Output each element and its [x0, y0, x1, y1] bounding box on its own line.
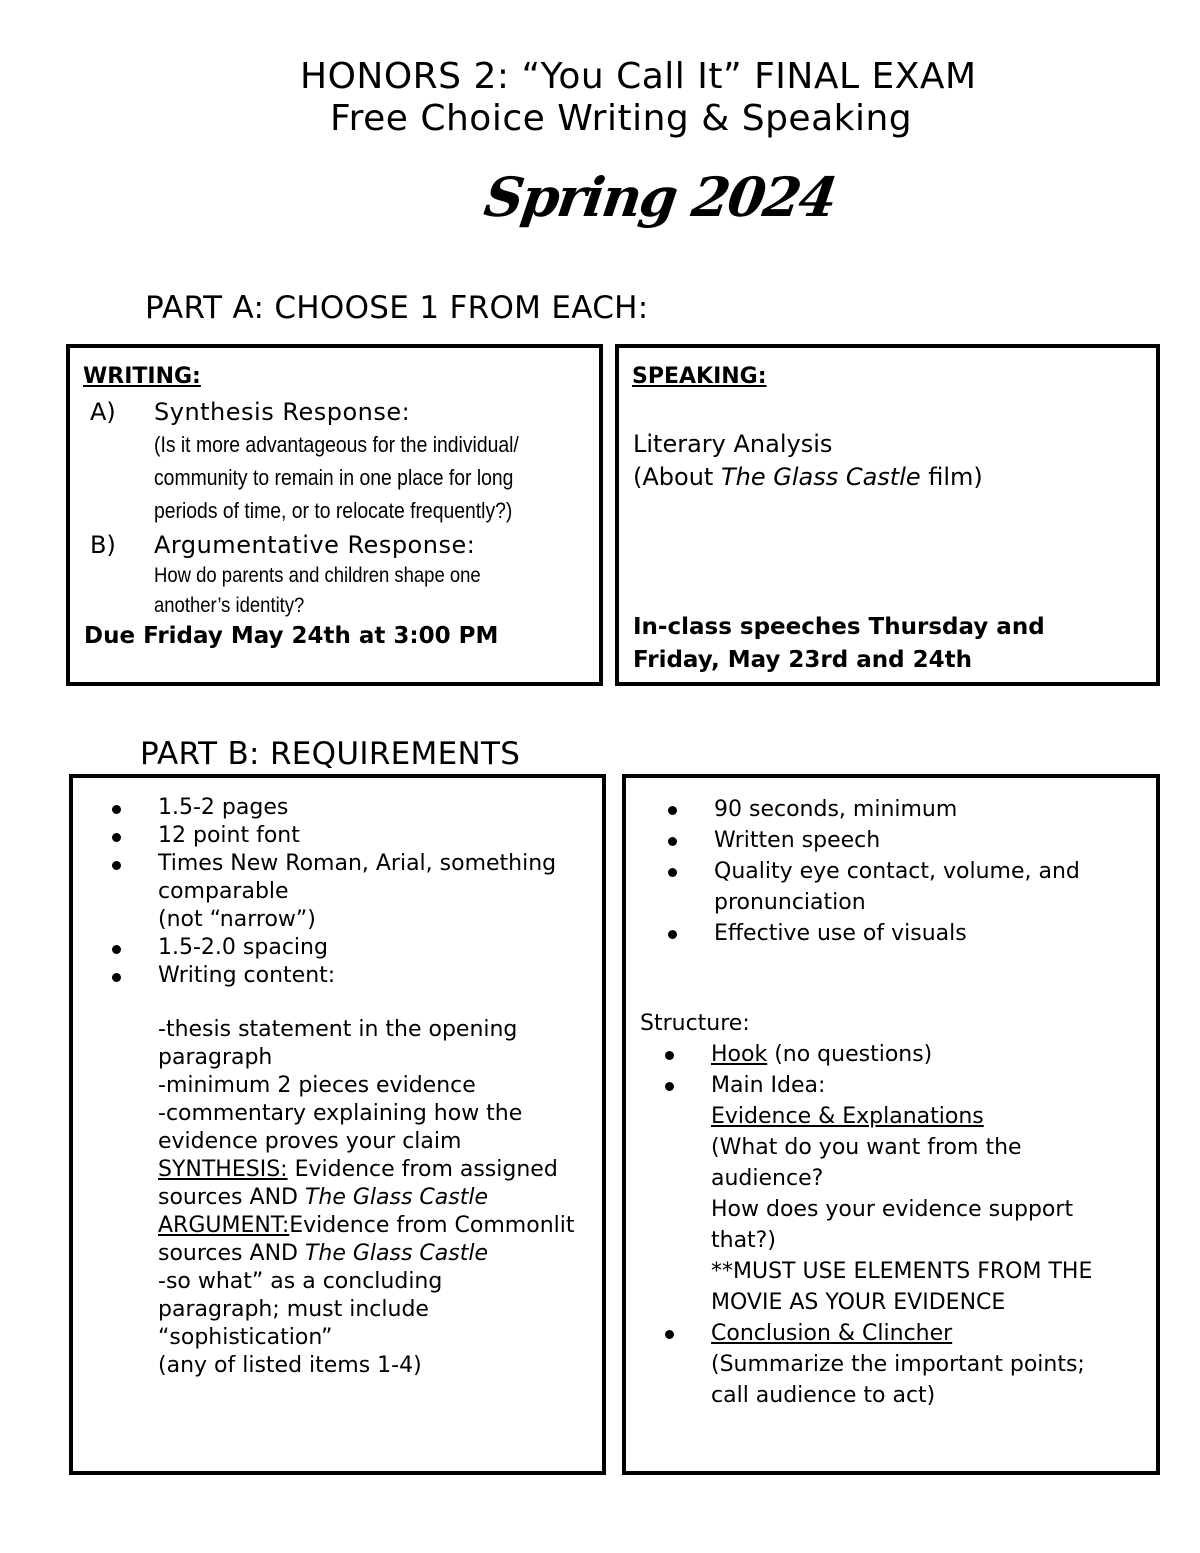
option-a-letter: A) [90, 398, 116, 426]
option-a-desc-2: community to remain in one place for long [154, 465, 514, 490]
speaking-choice-box [615, 344, 1160, 686]
hook-label: Hook [711, 1042, 768, 1067]
option-a-title: Synthesis Response: [154, 398, 411, 426]
speaking-label: SPEAKING: [632, 364, 767, 389]
bullet-icon [668, 806, 677, 815]
part-b-heading: PART B: REQUIREMENTS [140, 736, 521, 772]
writing-due-date: Due Friday May 24th at 3:00 PM [84, 623, 499, 649]
bullet-icon [112, 973, 121, 982]
bullet-icon [668, 837, 677, 846]
bullet-icon [665, 1051, 674, 1060]
list-item: 12 point font [158, 822, 556, 850]
list-item-continuation: (not “narrow”) [158, 907, 316, 932]
list-item-continuation: pronunciation [714, 890, 866, 915]
bullet-icon [112, 805, 121, 814]
exam-subtitle: Free Choice Writing & Speaking [330, 98, 913, 139]
list-item-continuation: that?) [711, 1228, 776, 1253]
bullet-icon [668, 930, 677, 939]
list-item: Written speech [714, 825, 1080, 856]
argument-line: ARGUMENT:Evidence from Commonlit [158, 1213, 575, 1238]
list-item-continuation: comparable [158, 879, 289, 904]
list-item: Quality eye contact, volume, and [714, 856, 1080, 887]
argument-label: ARGUMENT: [158, 1213, 290, 1238]
conclusion-label: Conclusion & Clincher [711, 1321, 953, 1346]
term-label: Spring 2024 [480, 165, 840, 229]
list-item: 1.5-2 pages [158, 794, 556, 822]
film-title: The Glass Castle [720, 463, 921, 491]
speaking-due-line-1: In-class speeches Thursday and [633, 614, 1045, 640]
option-b-title: Argumentative Response: [154, 531, 476, 559]
list-item-continuation: (Summarize the important points; [711, 1352, 1085, 1377]
part-a-heading: PART A: CHOOSE 1 FROM EACH: [145, 290, 649, 326]
speaking-due-line-2: Friday, May 23rd and 24th [633, 647, 972, 673]
list-item-continuation [711, 1101, 1092, 1132]
list-item: Times New Roman, Arial, something [158, 850, 556, 878]
speaking-topic: Literary Analysis [633, 430, 833, 458]
option-b-desc-1: How do parents and children shape one [154, 564, 481, 587]
bullet-icon [665, 1082, 674, 1091]
bullet-icon [112, 861, 121, 870]
writing-requirements-list [158, 794, 556, 990]
list-item: Effective use of visuals [714, 918, 1080, 949]
exam-title: HONORS 2: “You Call It” FINAL EXAM [300, 56, 977, 97]
list-item: Hook (no questions) [711, 1039, 1092, 1070]
list-item: Writing content: [158, 962, 556, 990]
list-item: Main Idea: [711, 1070, 1092, 1101]
list-item-continuation: call audience to act) [711, 1383, 936, 1408]
bullet-icon [665, 1330, 674, 1339]
option-a-desc-3: periods of time, or to relocate frequently?) [154, 498, 513, 523]
list-item: 90 seconds, minimum [714, 794, 1080, 825]
speaking-requirements-list [714, 794, 1080, 949]
bullet-icon [112, 945, 121, 954]
list-item [711, 1318, 1092, 1349]
list-item-continuation: **MUST USE ELEMENTS FROM THE [711, 1259, 1093, 1284]
structure-list [711, 1039, 1092, 1411]
speaking-requirements-box [622, 774, 1160, 1475]
writing-choice-box [66, 344, 603, 686]
structure-label: Structure: [640, 1011, 750, 1036]
writing-label: WRITING: [83, 364, 201, 389]
option-a-desc-1: (Is it more advantageous for the individual/ [154, 432, 519, 457]
evidence-label: Evidence & Explanations [711, 1104, 984, 1129]
synthesis-line: SYNTHESIS: Evidence from assigned [158, 1157, 558, 1182]
writing-content-details: -thesis statement in the opening paragraph -minimum 2 pieces evidence -commentary explaining how the evidence proves your claim SYNTHESIS: Evidence from assigned sources AND The Glass Castle ARGUMENT:Evidence from Commonlit sources AND The Glass Castle -so what” as a concluding paragraph; must include “sophistication” (any of listed items 1-4) [158, 1017, 575, 1378]
option-b-letter: B) [90, 531, 116, 559]
bullet-icon [112, 833, 121, 842]
writing-requirements-box [69, 774, 606, 1475]
speaking-topic-note: (About The Glass Castle film) [633, 463, 983, 491]
list-item-continuation: How does your evidence support [711, 1197, 1074, 1222]
list-item-continuation: (What do you want from the [711, 1135, 1022, 1160]
list-item-continuation: MOVIE AS YOUR EVIDENCE [711, 1290, 1006, 1315]
synthesis-label: SYNTHESIS: [158, 1157, 288, 1182]
list-item-continuation: audience? [711, 1166, 824, 1191]
bullet-icon [668, 868, 677, 877]
list-item: 1.5-2.0 spacing [158, 934, 556, 962]
option-b-desc-2: another’s identity? [154, 594, 305, 617]
